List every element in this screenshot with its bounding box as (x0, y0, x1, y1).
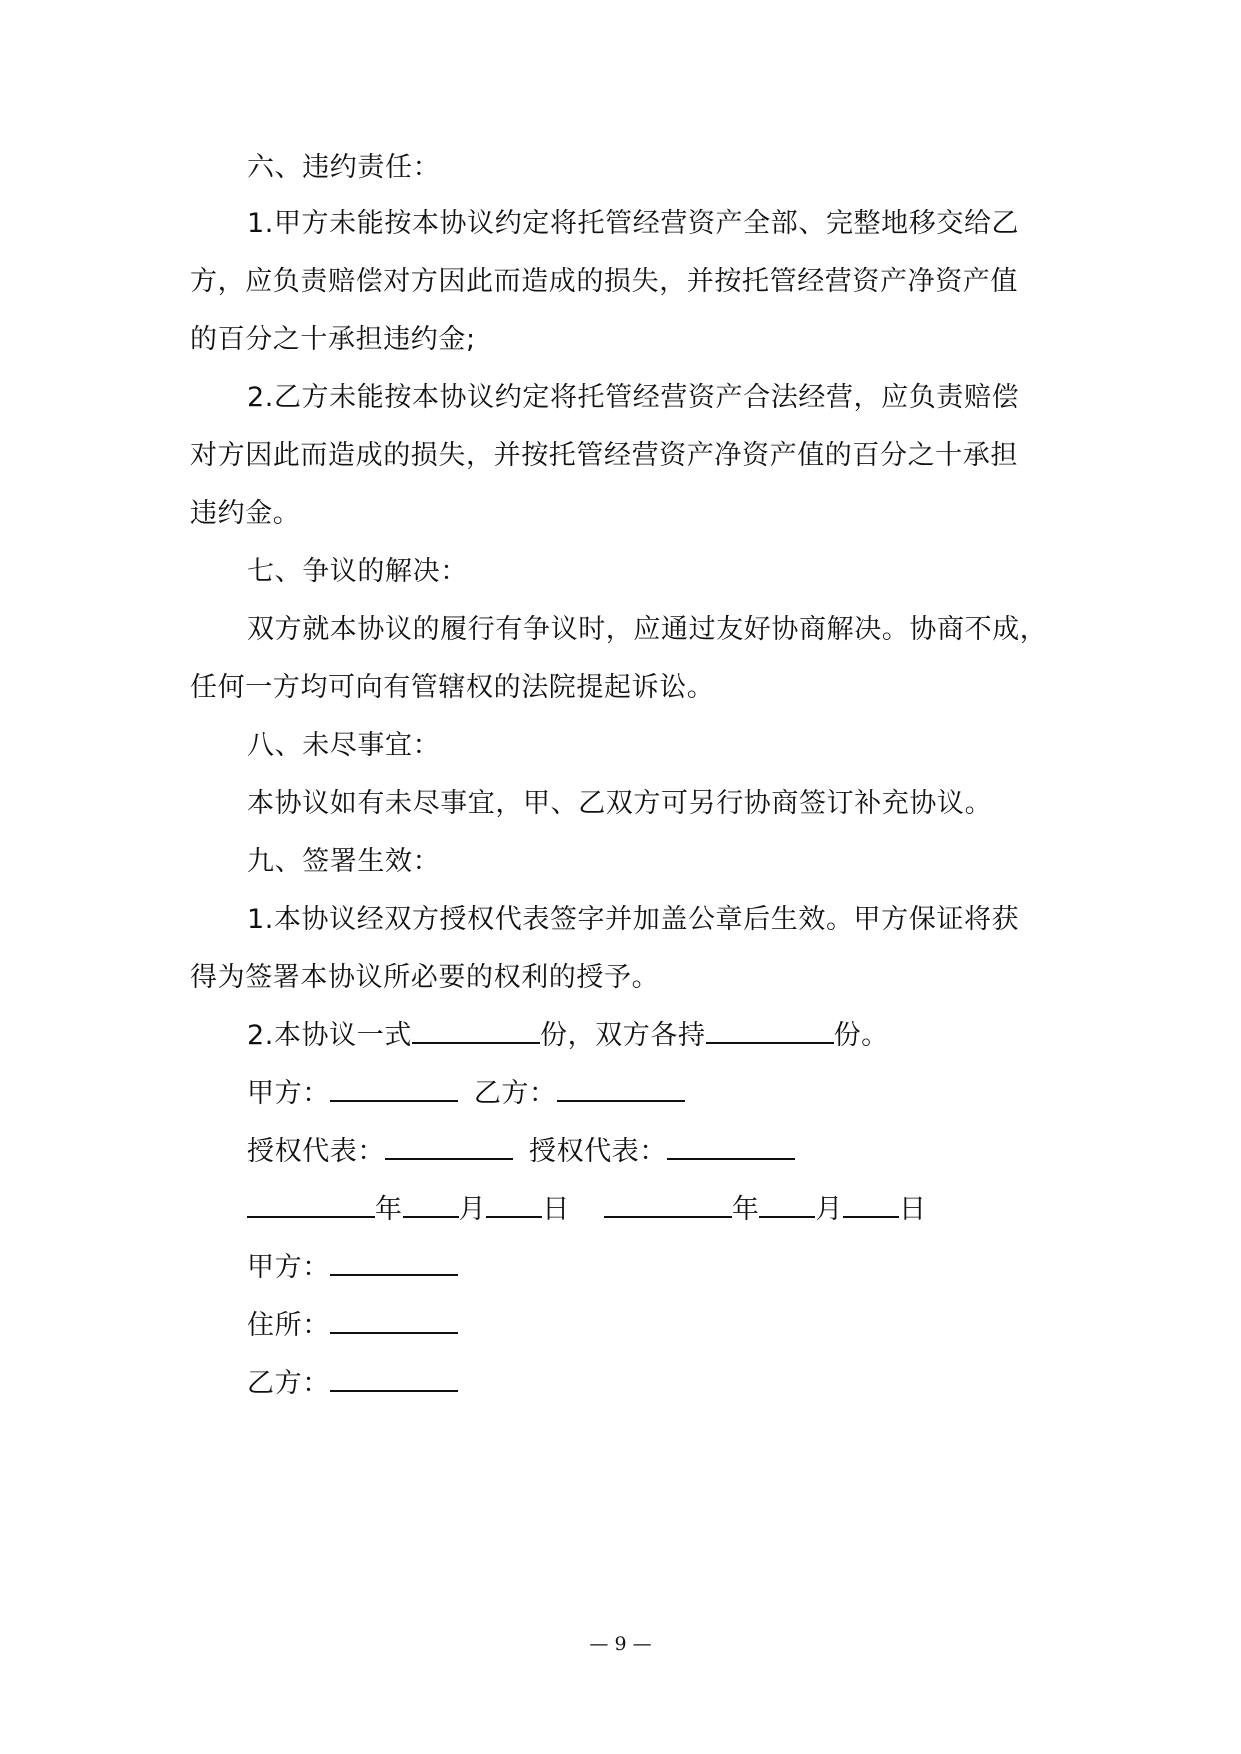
date-a-day-label: 日 (542, 1194, 570, 1225)
party-b-label: 乙方： (473, 1078, 557, 1109)
copies-total-blank[interactable] (412, 1016, 540, 1044)
date-a-day-blank[interactable] (486, 1190, 542, 1218)
section-6-clause-2-line-1: 2.乙方未能按本协议约定将托管经营资产合法经营，应负责赔偿 (247, 382, 1020, 413)
section-9-clause-1-line-1: 1.本协议经双方授权代表签字并加盖公章后生效。甲方保证将获 (247, 904, 1020, 935)
party-b-blank[interactable] (557, 1074, 685, 1102)
date-a-month-blank[interactable] (403, 1190, 459, 1218)
date-a-year-label: 年 (375, 1194, 403, 1225)
date-b-month-blank[interactable] (759, 1190, 815, 1218)
address-row (247, 1306, 1117, 1346)
party-a-info-blank[interactable] (330, 1248, 458, 1276)
section-6-clause-2-line-2: 对方因此而造成的损失，并按托管经营资产净资产值的百分之十承担 (190, 440, 1018, 471)
section-6-clause-1-line-3: 的百分之十承担违约金; (190, 324, 476, 355)
party-a-blank[interactable] (330, 1074, 458, 1102)
section-7-heading: 七、争议的解决： (247, 556, 468, 587)
copies-clause (247, 1016, 1117, 1056)
rep-a-label: 授权代表： (247, 1136, 385, 1167)
copies-each-blank[interactable] (706, 1016, 834, 1044)
rep-a-blank[interactable] (385, 1132, 513, 1160)
copies-mid: 份，双方各持 (539, 1020, 706, 1051)
party-b-info-label: 乙方： (247, 1368, 330, 1399)
date-a-month-label: 月 (458, 1194, 487, 1225)
address-label: 住所： (247, 1310, 330, 1341)
party-b-info-blank[interactable] (330, 1364, 458, 1392)
date-b-year-label: 年 (731, 1194, 760, 1225)
party-a-info-row (247, 1248, 1117, 1288)
date-signature-row (247, 1190, 1117, 1230)
section-6-clause-1-line-1: 1.甲方未能按本协议约定将托管经营资产全部、完整地移交给乙 (247, 208, 1020, 239)
section-7-paragraph-line-2: 任何一方均可向有管辖权的法院提起诉讼。 (190, 672, 715, 703)
section-9-heading: 九、签署生效： (247, 846, 441, 877)
party-a-label: 甲方： (247, 1078, 330, 1109)
copies-suffix: 份。 (833, 1020, 889, 1051)
rep-b-label: 授权代表： (529, 1136, 667, 1167)
section-7-paragraph-line-1: 双方就本协议的履行有争议时，应通过友好协商解决。协商不成， (247, 614, 1048, 645)
date-a-year-blank[interactable] (247, 1190, 375, 1218)
section-6-heading: 六、违约责任： (247, 152, 441, 183)
copies-prefix: 2.本协议一式 (247, 1020, 412, 1051)
date-b-month-label: 月 (815, 1194, 844, 1225)
section-8-heading: 八、未尽事宜： (247, 730, 441, 761)
section-6-clause-2-line-3: 违约金。 (190, 498, 301, 529)
date-b-year-blank[interactable] (604, 1190, 732, 1218)
rep-b-blank[interactable] (667, 1132, 795, 1160)
section-8-paragraph: 本协议如有未尽事宜，甲、乙双方可另行协商签订补充协议。 (247, 788, 993, 819)
party-a-info-label: 甲方： (247, 1252, 330, 1283)
party-signature-row (247, 1074, 1117, 1114)
section-6-clause-1-line-2: 方，应负责赔偿对方因此而造成的损失，并按托管经营资产净资产值 (190, 266, 1018, 297)
party-b-info-row (247, 1364, 1117, 1404)
date-b-day-label: 日 (899, 1194, 927, 1225)
address-blank[interactable] (330, 1306, 458, 1334)
date-b-day-blank[interactable] (843, 1190, 899, 1218)
page-number: — 9 — (589, 1633, 652, 1655)
representative-signature-row (247, 1132, 1117, 1172)
section-9-clause-1-line-2: 得为签署本协议所必要的权利的授予。 (190, 962, 660, 993)
